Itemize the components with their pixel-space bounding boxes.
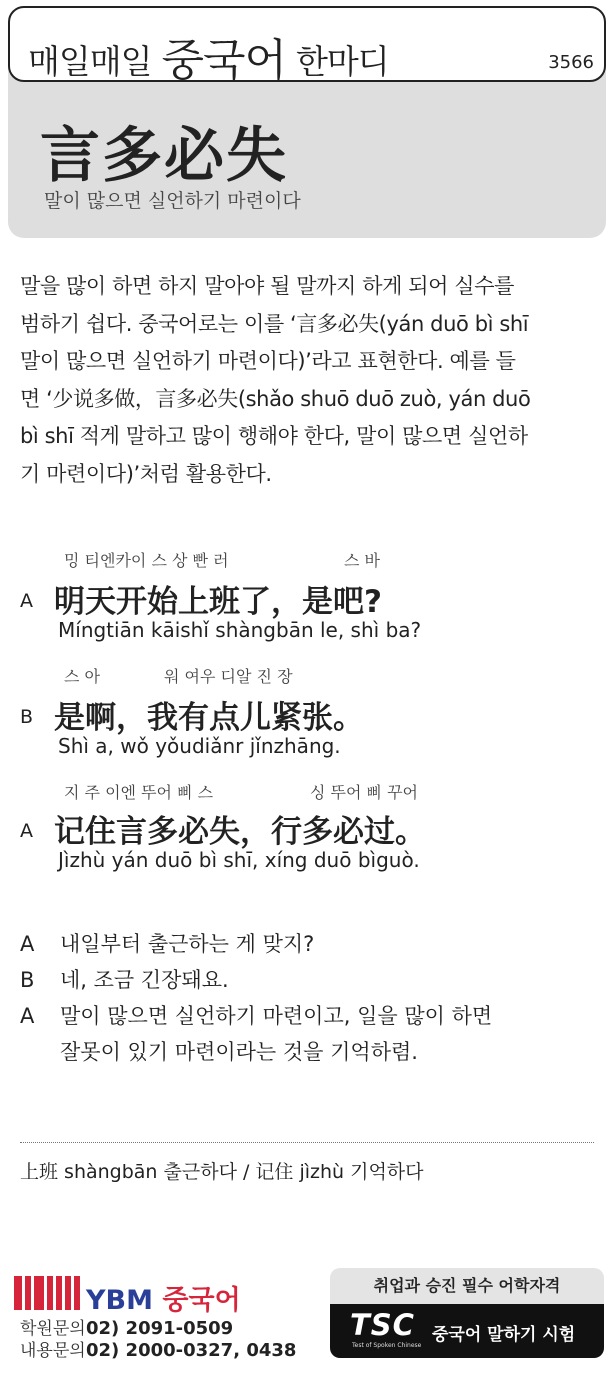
brand-en: YBM [86,1285,153,1316]
chinese-sentence: 是啊，我有点儿紧张。 [54,700,364,736]
translation-text: 말이 많으면 실언하기 마련이고, 일을 많이 하면 [60,1004,493,1028]
intro-line: bì shī 적게 말하고 많이 행해야 한다, 말이 많으면 실언하 [20,424,528,448]
idiom-title: 言多必失 [40,121,288,191]
tsc-subtitle: Test of Spoken Chinese [352,1342,422,1349]
divider [20,1142,594,1143]
pronunciation-guide: 스 아 [64,667,100,686]
tsc-panel [330,1304,604,1358]
series-title-pre: 매일매일 [28,42,152,81]
tsc-name: 중국어 말하기 시험 [432,1325,576,1345]
speaker-label: B [20,706,34,728]
translation-text: 네, 조금 긴장돼요. [60,968,229,992]
speaker-label: B [20,968,35,992]
ybm-logo-text [86,1278,241,1317]
speaker-label: A [20,1004,35,1028]
intro-line: 기 마련이다)’처럼 활용한다. [20,461,272,486]
speaker-label: A [20,820,33,842]
series-title [28,22,389,86]
speaker-label: A [20,590,33,612]
chinese-sentence: 记住言多必失，行多必过。 [54,814,426,850]
intro-line: 말이 많으면 실언하기 마련이다)’라고 표현한다. 예를 들 [20,349,516,373]
pinyin: Shì a, wǒ yǒudiǎnr jǐnzhāng. [58,734,341,758]
pronunciation-guide: 워 여우 디알 진 장 [164,667,293,686]
intro-paragraph [20,268,600,493]
intro-line: 범하기 쉽다. 중국어로는 이를 ‘言多必失(yán duō bì shī [20,311,529,336]
pronunciation-guide: 스 바 [344,551,380,570]
series-title-main: 중국어 [161,35,287,86]
contact-phone[interactable]: 02) 2091-0509 [86,1318,234,1339]
intro-line: 면 ‘少说多做，言多必失(shǎo shuō duō zuò, yán duō [20,386,531,411]
idiom-meaning: 말이 많으면 실언하기 마련이다 [44,190,301,212]
translation-block [20,926,492,1070]
pronunciation-guide: 싱 뚜어 삐 꾸어 [310,783,418,802]
chinese-sentence: 明天开始上班了，是吧? [54,584,382,620]
translation-line [20,1034,492,1070]
ybm-logo-icon [14,1276,80,1310]
tsc-tagline: 취업과 승진 필수 어학자격 [330,1268,604,1304]
pronunciation-guide: 지 주 이엔 뚜어 삐 스 [64,783,214,802]
pinyin: Jìzhù yán duō bì shī, xíng duō bìguò. [58,848,420,872]
contact-phone[interactable]: 02) 2000-0327, 0438 [86,1340,297,1361]
pinyin: Míngtiān kāishǐ shàngbān le, shì ba? [58,618,422,642]
brand-ko: 중국어 [162,1285,241,1316]
intro-line: 말을 많이 하면 하지 말아야 될 말까지 하게 되어 실수를 [20,274,514,298]
speaker-label: A [20,932,35,956]
translation-line [20,962,492,998]
tsc-banner[interactable] [330,1268,604,1358]
contact-content [20,1336,296,1361]
translation-text: 잘못이 있기 마련이라는 것을 기억하렴. [60,1040,418,1064]
tsc-logo: TSC [350,1308,415,1342]
vocabulary-note: 上班 shàngbān 출근하다 / 记住 jìzhù 기억하다 [20,1161,424,1183]
translation-line [20,926,492,962]
contact-label: 학원문의 [20,1319,86,1339]
contact-label: 내용문의 [20,1341,86,1361]
pronunciation-guide: 밍 티엔카이 스 상 빤 러 [64,551,229,570]
translation-line [20,998,492,1034]
issue-number: 3566 [548,52,594,73]
translation-text: 내일부터 출근하는 게 맞지? [60,932,315,956]
series-title-post: 한마디 [296,42,389,81]
